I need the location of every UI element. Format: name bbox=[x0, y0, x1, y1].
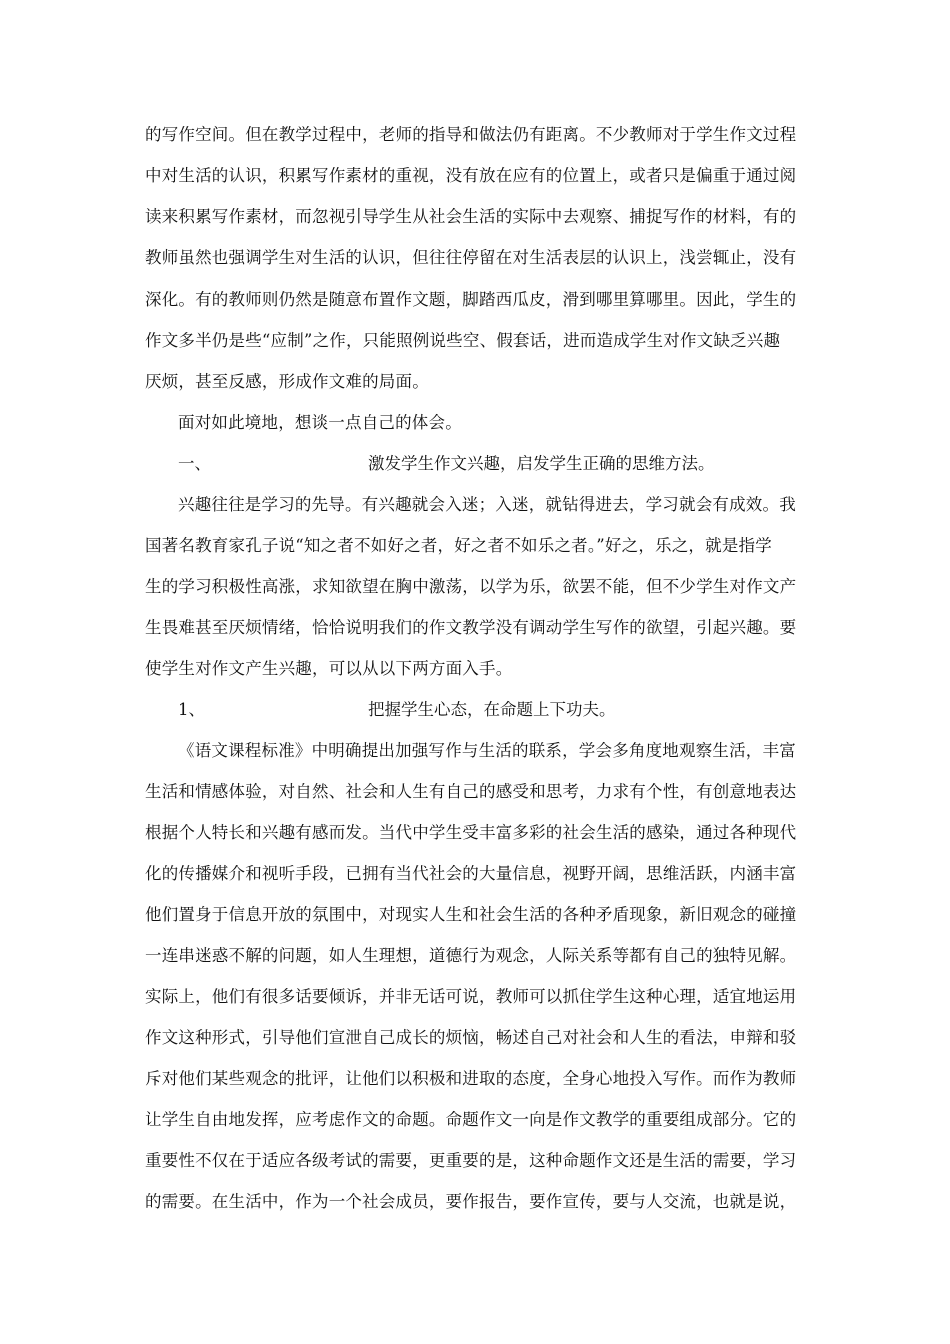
text-line: 《语文课程标准》中明确提出加强写作与生活的联系，学会多角度地观察生活，丰富 bbox=[178, 741, 796, 760]
text-line: 作文这种形式，引导他们宣泄自己成长的烦恼，畅述自己对社会和人生的看法，申辩和驳 bbox=[145, 1028, 797, 1047]
section-heading: 激发学生作文兴趣，启发学生正确的思维方法。 bbox=[368, 454, 715, 473]
text-line: 读来积累写作素材，而忽视引导学生从社会生活的实际中去观察、捕捉写作的材料，有的 bbox=[145, 207, 797, 226]
text-line: 生的学习积极性高涨，求知欲望在胸中激荡，以学为乐，欲罢不能，但不少学生对作文产 bbox=[145, 577, 797, 596]
text-line: 面对如此境地，想谈一点自己的体会。 bbox=[178, 413, 462, 432]
text-line: 根据个人特长和兴趣有感而发。当代中学生受丰富多彩的社会生活的感染，通过各种现代 bbox=[145, 823, 797, 842]
text-line: 斥对他们某些观念的批评，让他们以积极和进取的态度，全身心地投入写作。而作为教师 bbox=[145, 1069, 797, 1088]
text-line: 厌烦，甚至反感，形成作文难的局面。 bbox=[145, 372, 429, 391]
text-line: 一连串迷惑不解的问题，如人生理想，道德行为观念，人际关系等都有自己的独特见解。 bbox=[145, 946, 797, 965]
text-line: 重要性不仅在于适应各级考试的需要，更重要的是，这种命题作文还是生活的需要，学习 bbox=[145, 1151, 797, 1170]
text-line: 他们置身于信息开放的氛围中，对现实人生和社会生活的各种矛盾现象，新旧观念的碰撞 bbox=[145, 905, 797, 924]
text-line: 的写作空间。但在教学过程中，老师的指导和做法仍有距离。不少教师对于学生作文过程 bbox=[145, 125, 797, 144]
subsection-number: 1、 bbox=[178, 700, 205, 719]
text-line: 兴趣往往是学习的先导。有兴趣就会入迷；入迷，就钻得进去，学习就会有成效。我 bbox=[178, 495, 796, 514]
text-line: 作文多半仍是些“应制”之作，只能照例说些空、假套话，进而造成学生对作文缺乏兴趣 bbox=[145, 331, 781, 350]
text-line: 生畏难甚至厌烦情绪，恰恰说明我们的作文教学没有调动学生写作的欲望，引起兴趣。要 bbox=[145, 618, 797, 637]
text-line: 使学生对作文产生兴趣，可以从以下两方面入手。 bbox=[145, 659, 513, 678]
text-line: 中对生活的认识，积累写作素材的重视，没有放在应有的位置上，或者只是偏重于通过阅 bbox=[145, 166, 797, 185]
text-line: 国著名教育家孔子说“知之者不如好之者，好之者不如乐之者。”好之，乐之，就是指学 bbox=[145, 536, 772, 555]
text-line: 的需要。在生活中，作为一个社会成员，要作报告，要作宣传，要与人交流，也就是说， bbox=[145, 1192, 797, 1211]
text-line: 教师虽然也强调学生对生活的认识，但往往停留在对生活表层的认识上，浅尝辄止，没有 bbox=[145, 248, 797, 267]
subsection-heading: 把握学生心态，在命题上下功夫。 bbox=[368, 700, 616, 719]
text-line: 生活和情感体验，对自然、社会和人生有自己的感受和思考，力求有个性，有创意地表达 bbox=[145, 782, 797, 801]
text-line: 实际上，他们有很多话要倾诉，并非无话可说，教师可以抓住学生这种心理，适宜地运用 bbox=[145, 987, 797, 1006]
section-number: 一、 bbox=[178, 454, 211, 473]
text-line: 化的传播媒介和视听手段，已拥有当代社会的大量信息，视野开阔，思维活跃，内涵丰富 bbox=[145, 864, 797, 883]
text-line: 让学生自由地发挥，应考虑作文的命题。命题作文一向是作文教学的重要组成部分。它的 bbox=[145, 1110, 797, 1129]
text-line: 深化。有的教师则仍然是随意布置作文题，脚踏西瓜皮，滑到哪里算哪里。因此，学生的 bbox=[145, 290, 797, 309]
